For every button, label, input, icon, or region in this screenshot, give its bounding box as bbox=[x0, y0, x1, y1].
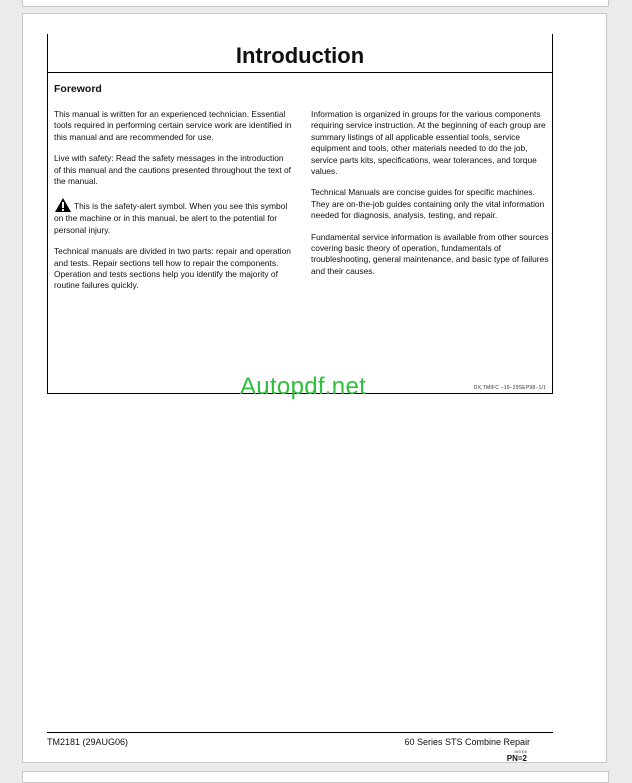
manual-title: 60 Series STS Combine Repair bbox=[404, 737, 530, 747]
page-title: Introduction bbox=[235, 43, 365, 68]
section-heading: Foreword bbox=[54, 83, 102, 95]
manual-id: TM2181 (29AUG06) bbox=[47, 737, 129, 747]
page-number: PN=2 bbox=[506, 754, 527, 763]
paragraph-intro: This manual is written for an experienced technician. Essential tools required in performing certain service work are identified in this manual and are recommended for use. bbox=[54, 109, 292, 142]
footer-code: 083006 bbox=[513, 749, 527, 754]
paragraph-organization: Information is organized in groups for the various components requiring service instruction. At the beginning of each group are summary listings of all applicable essential tools, service equipment and tools, other materials needed to do the job, service parts kits, specifications, wear tolerances, and torque values. bbox=[311, 109, 546, 177]
left-column bbox=[54, 109, 292, 302]
paragraph-parts: Technical manuals are divided in two parts: repair and operation and tests. Repair sections tell how to repair the components. Operation and tests sections help you identify the majority of routine failures quickly. bbox=[54, 246, 291, 291]
alert-text: This is the safety-alert symbol. When you see this symbol on the machine or in this manual, be alert to the potential for personal injury. bbox=[54, 201, 288, 235]
previous-page-edge bbox=[22, 0, 609, 7]
paragraph-safety: Live with safety: Read the safety messages in the introduction of this manual and the cautions presented throughout the text of the manual. bbox=[54, 153, 291, 187]
footer-divider bbox=[47, 732, 553, 733]
right-column bbox=[311, 109, 549, 287]
paragraph-alert bbox=[54, 197, 292, 236]
safety-alert-icon bbox=[54, 197, 72, 213]
title-bar bbox=[47, 34, 553, 72]
paragraph-fundamentals: Fundamental service information is available from other sources covering basic theory of operation, fundamentals of troubleshooting, general maintenance, and basic type of failures and their causes. bbox=[311, 231, 549, 276]
foreword-box bbox=[47, 72, 553, 394]
paragraph-guides: Technical Manuals are concise guides for specific machines. They are on-the-job guides containing only the vital information needed for diagnosis, analysis, testing, and repair. bbox=[311, 187, 545, 221]
document-code: DX,TMIFC −19−29SEP98−1/1 bbox=[473, 385, 546, 391]
next-page-edge bbox=[22, 771, 609, 783]
watermark: Autopdf.net bbox=[240, 373, 367, 400]
